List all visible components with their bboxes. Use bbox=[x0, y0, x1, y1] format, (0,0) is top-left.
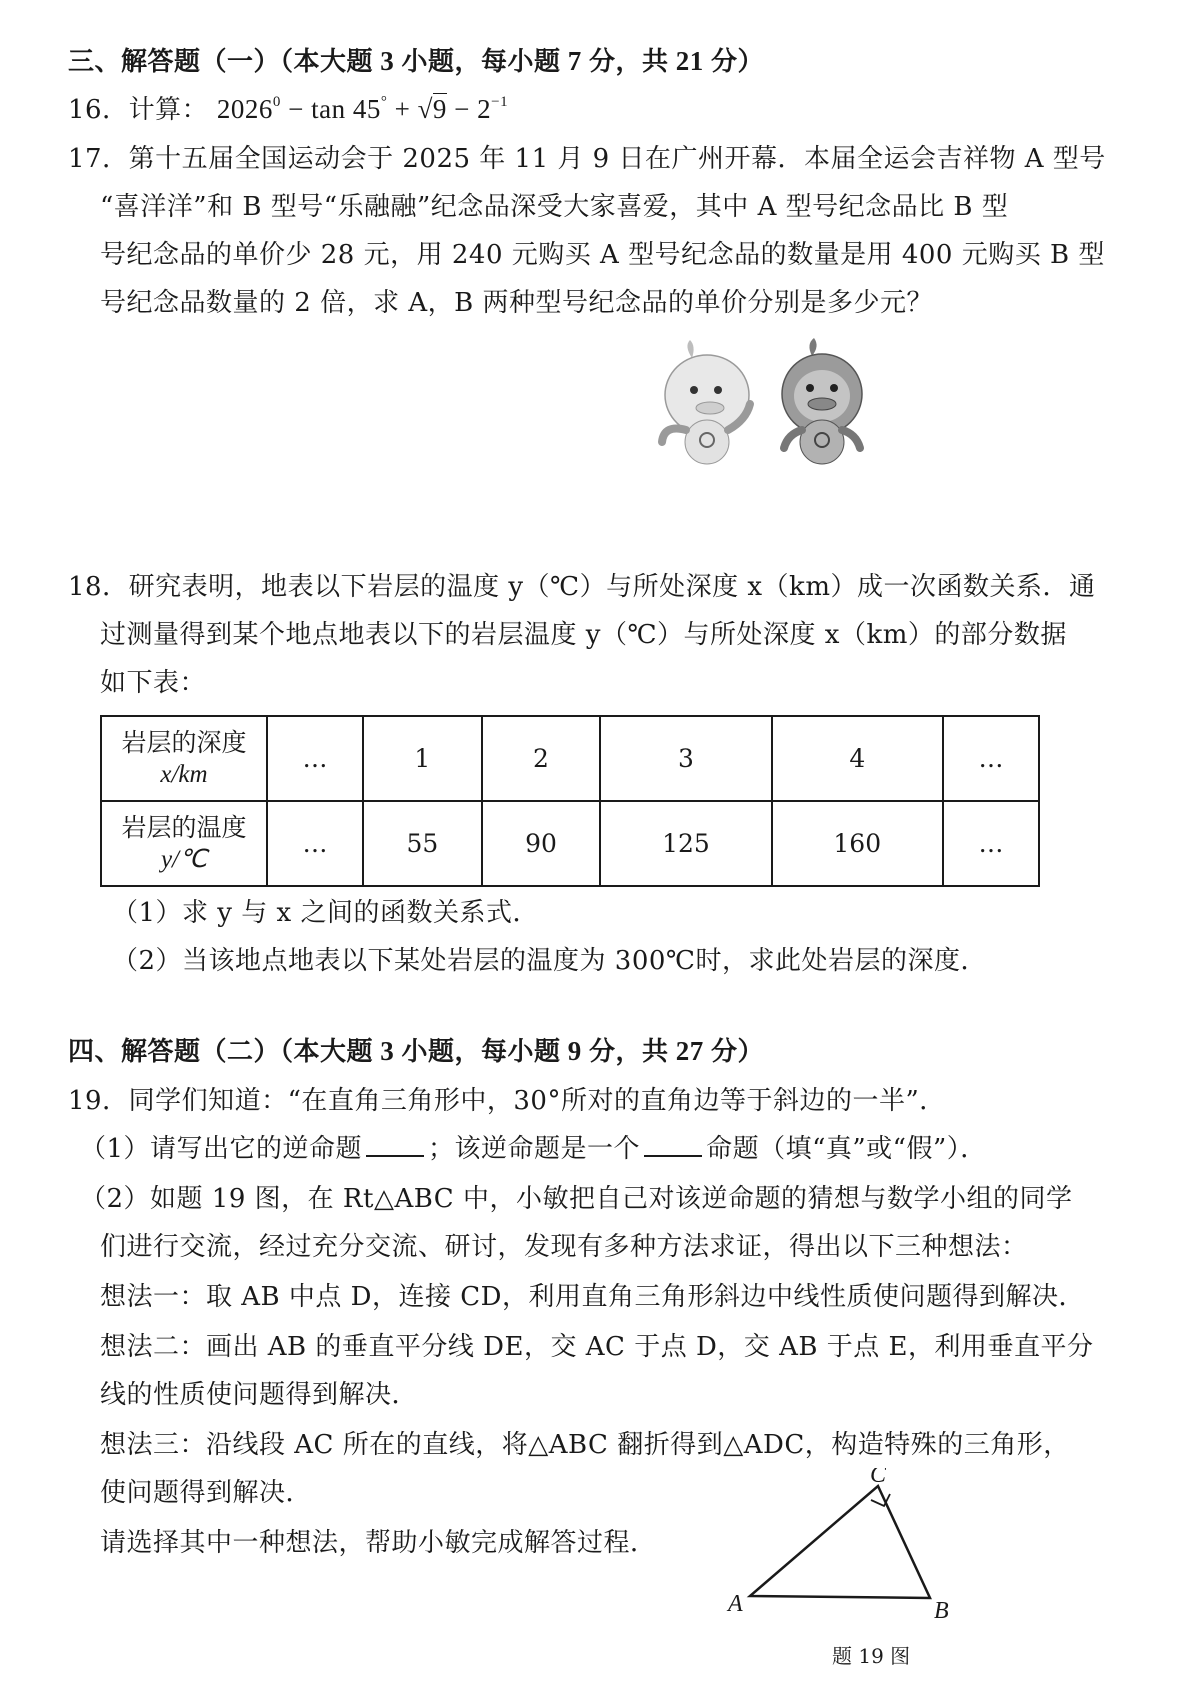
question-18-line-2: 过测量得到某个地点地表以下的岩层温度 y（℃）与所处深度 x（km）的部分数据 bbox=[100, 620, 1067, 650]
section-4-count: 3 bbox=[380, 1036, 395, 1066]
table-cell: 3 bbox=[600, 716, 771, 801]
figure-19-caption: 题 19 图 bbox=[832, 1644, 911, 1668]
section-3-title-mid2: 分，共 bbox=[589, 47, 669, 77]
question-17-line-4: 号纪念品数量的 2 倍，求 A，B 两种型号纪念品的单价分别是多少元？ bbox=[100, 288, 933, 318]
q16-expression bbox=[217, 94, 508, 124]
table-cell: 1 bbox=[363, 716, 482, 801]
table-cell: 160 bbox=[772, 801, 943, 886]
question-18-line-3: 如下表： bbox=[100, 668, 207, 698]
depth-header-label: 岩层的深度 bbox=[121, 727, 247, 757]
table-row bbox=[101, 716, 1039, 801]
q18-text-line: 研究表明，地表以下岩层的温度 y（℃）与所处深度 x（km）成一次函数关系．通 bbox=[128, 572, 1096, 602]
mascot-a-image bbox=[662, 340, 750, 464]
q16-exp0: 0 bbox=[272, 94, 281, 110]
section-3-count: 3 bbox=[380, 46, 395, 76]
depth-header-cell bbox=[101, 716, 267, 801]
q18-part-1: （1）求 y 与 x 之间的函数关系式． bbox=[112, 898, 539, 928]
q19-number: 19． bbox=[68, 1086, 129, 1116]
section-4-title-end: 分） bbox=[711, 1037, 765, 1067]
q16-label: 计算： bbox=[128, 95, 209, 125]
q19-idea-3-line-2: 使问题得到解决． bbox=[100, 1478, 313, 1508]
temperature-header-label: 岩层的温度 bbox=[121, 812, 247, 842]
section-3-total: 21 bbox=[675, 46, 704, 76]
q18-number: 18． bbox=[68, 572, 129, 602]
q16-degree: ° bbox=[380, 94, 388, 110]
mascot-images bbox=[652, 330, 882, 470]
question-17-line-3: 号纪念品的单价少 28 元，用 240 元购买 A 型号纪念品的数量是用 400 元购买 B 型 bbox=[100, 240, 1105, 270]
q19-part1-text-b: ；该逆命题是一个 bbox=[428, 1134, 641, 1164]
table-cell: 90 bbox=[482, 801, 601, 886]
section-3-title-end: 分） bbox=[711, 47, 765, 77]
q17-number: 17． bbox=[68, 144, 129, 174]
q16-sqrt-arg: 9 bbox=[432, 94, 447, 124]
q19-part1-text-c: 命题（填“真”或“假”）． bbox=[706, 1134, 987, 1164]
mascot-b-image bbox=[782, 338, 862, 464]
q19-intro-text: 同学们知道：“在直角三角形中，30°所对的直角边等于斜边的一半”． bbox=[128, 1086, 946, 1116]
section-4-points: 9 bbox=[567, 1036, 582, 1066]
section-3-title: 三、解答题（一）（本大题 bbox=[68, 47, 374, 77]
table-cell: 125 bbox=[600, 801, 771, 886]
q19-idea-2-line-2: 线的性质使问题得到解决． bbox=[100, 1380, 419, 1410]
table-cell: … bbox=[267, 801, 363, 886]
table-cell: 55 bbox=[363, 801, 482, 886]
q17-text-line: 第十五届全国运动会于 2025 年 11 月 9 日在广州开幕．本届全运会吉祥物 A 型号 bbox=[128, 144, 1106, 174]
true-false-answer-blank[interactable] bbox=[644, 1133, 702, 1157]
table-cell: 4 bbox=[772, 716, 943, 801]
q19-part-2-line-2: 们进行交流，经过充分交流、研讨，发现有多种方法求证，得出以下三种想法： bbox=[100, 1232, 1028, 1262]
q19-idea-2-line-1: 想法二：画出 AB 的垂直平分线 DE，交 AC 于点 D，交 AB 于点 E，利用垂直平分 bbox=[100, 1332, 1094, 1362]
q19-idea-3-line-1: 想法三：沿线段 AC 所在的直线，将△ABC 翻折得到△ADC，构造特殊的三角形， bbox=[100, 1430, 1070, 1460]
table-cell: … bbox=[267, 716, 363, 801]
section-3-title-mid: 小题，每小题 bbox=[401, 47, 561, 77]
triangle-abc bbox=[750, 1486, 930, 1598]
temperature-header-cell bbox=[101, 801, 267, 886]
table-cell: … bbox=[943, 801, 1039, 886]
question-17-line-1 bbox=[68, 142, 1106, 176]
converse-answer-blank[interactable] bbox=[366, 1133, 424, 1157]
table-cell: 2 bbox=[482, 716, 601, 801]
section-4-total: 27 bbox=[675, 1036, 704, 1066]
q19-part-2-line-1: （2）如题 19 图，在 Rt△ABC 中，小敏把自己对该逆命题的猜想与数学小组的同学 bbox=[80, 1184, 1073, 1214]
q19-part-1 bbox=[80, 1132, 987, 1166]
section-4-title-mid: 小题，每小题 bbox=[401, 1037, 561, 1067]
q19-part1-text-a: （1）请写出它的逆命题 bbox=[80, 1134, 363, 1164]
question-19-intro bbox=[68, 1084, 946, 1118]
q19-idea-1: 想法一：取 AB 中点 D，连接 CD，利用直角三角形斜边中线性质使问题得到解决． bbox=[100, 1282, 1086, 1312]
table-cell: … bbox=[943, 716, 1039, 801]
table-row bbox=[101, 801, 1039, 886]
section-3-heading bbox=[68, 44, 764, 79]
figure-19-triangle bbox=[720, 1468, 1010, 1638]
q18-part-2: （2）当该地点地表以下某处岩层的温度为 300℃时，求此处岩层的深度． bbox=[112, 946, 988, 976]
q16-tan: − tan 45 bbox=[280, 94, 381, 124]
vertex-label-c: C bbox=[870, 1468, 887, 1488]
section-4-heading bbox=[68, 1034, 764, 1069]
q16-number: 16． bbox=[68, 95, 129, 125]
question-17-line-2: “喜洋洋”和 B 型号“乐融融”纪念品深受大家喜爱，其中 A 型号纪念品比 B 型 bbox=[100, 192, 1009, 222]
section-3-points: 7 bbox=[567, 46, 582, 76]
question-18-line-1 bbox=[68, 570, 1095, 604]
q16-plus: + bbox=[387, 94, 418, 124]
q19-closing: 请选择其中一种想法，帮助小敏完成解答过程． bbox=[100, 1528, 657, 1558]
section-4-title-mid2: 分，共 bbox=[589, 1037, 669, 1067]
sqrt-icon: √ bbox=[417, 94, 433, 124]
q16-base: 2026 bbox=[216, 94, 273, 124]
temperature-header-unit: y/℃ bbox=[160, 845, 208, 873]
depth-header-unit: x/km bbox=[160, 760, 208, 788]
question-16 bbox=[68, 92, 508, 127]
vertex-label-a: A bbox=[728, 1591, 743, 1617]
section-4-title: 四、解答题（二）（本大题 bbox=[68, 1037, 374, 1067]
q16-minus: − 2 bbox=[446, 94, 492, 124]
vertex-label-b: B bbox=[934, 1598, 949, 1624]
q16-exp-neg: −1 bbox=[491, 94, 509, 110]
depth-temperature-table bbox=[100, 715, 1040, 887]
